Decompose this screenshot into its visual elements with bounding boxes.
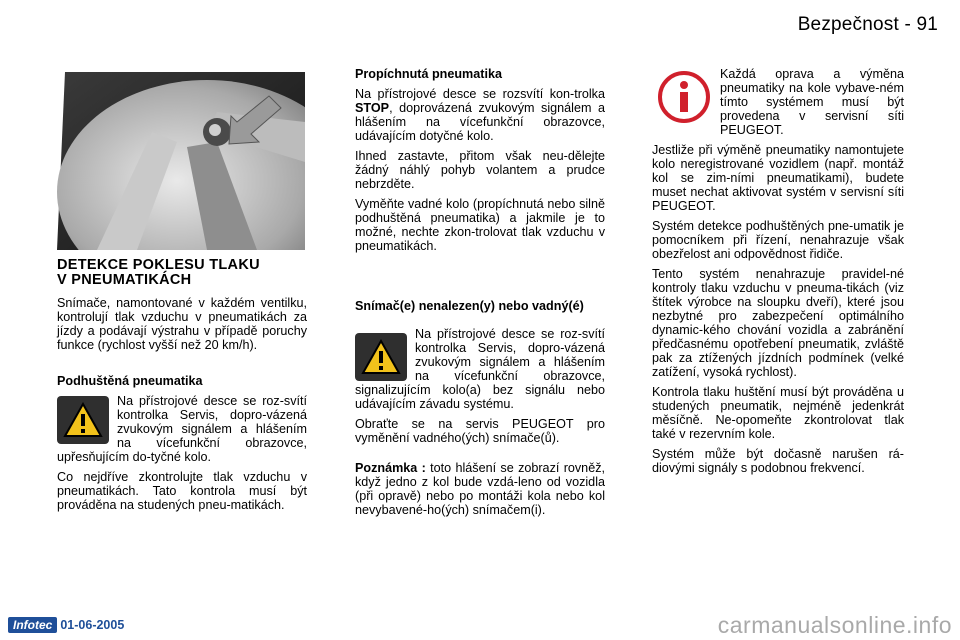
- check-text: Co nejdříve zkontrolujte tlak vzduchu v pneumatikách. Tato kontrola musí být prováděna na studených pneu-matikách.: [57, 470, 307, 512]
- tire-valve-photo: [57, 72, 305, 250]
- sensor-title: Snímač(e) nenalezen(y) nebo vadný(é): [355, 299, 584, 313]
- service-text: Obraťte se na servis PEUGEOT pro vyměnění vadného(ých) snímače(ů).: [355, 417, 605, 445]
- radio-text: Systém může být dočasně narušen rá-diovými signály s podobnou frekvencí.: [652, 447, 904, 475]
- intro-paragraph: Snímače, namontované v každém ventilku, kontrolují tlak vzduchu v pneumatikách za jízdy a podávají výstrahu v případě poruchy funkce (rychlost vyšší než 20 km/h).: [57, 296, 307, 352]
- stop-text: Ihned zastavte, přitom však neu-dělejte žádný náhlý pohyb volantem a prudce nebrzděte.: [355, 149, 605, 191]
- column-2: [355, 67, 605, 523]
- assist-text: Systém detekce podhuštěných pne-umatik je pomocníkem při řízení, nenahrazuje však obezřelost ani odpovědnost řidiče.: [652, 219, 904, 261]
- watermark: carmanualsonline.info: [717, 612, 952, 638]
- page-title: Bezpečnost - 91: [797, 14, 938, 35]
- infotec-logo: Infotec: [8, 617, 57, 633]
- info-icon: [658, 71, 710, 123]
- note-paragraph: [355, 461, 605, 517]
- section-title-line1: DETEKCE POKLESU TLAKU: [57, 257, 260, 273]
- column-3: [652, 67, 904, 481]
- footer-date: 01-06-2005: [60, 618, 125, 632]
- note-text: toto hlášení se zobrazí rovněž, když jedno z kol bude vzdá-leno od vozidla (při opravě) nebo po montáži kola nebo kol nevybavené-ho(ých) snímačem(i).: [355, 461, 605, 517]
- stop-word: STOP: [355, 101, 390, 115]
- unregistered-text: Jestliže při výměně pneumatiky namontujete kolo neregistrované vozidlem (např. montáž kol se zim-ními pneumatikami), budete muset nechat aktivovat systém v servisní síti PEUGEOT.: [652, 143, 904, 213]
- replace-text: Vyměňte vadné kolo (propíchnutá nebo silně podhuštěná pneumatika) a jakmile je to možné, nechte zkon-trolovat tlak vzduchu v pneumatikách.: [355, 197, 605, 253]
- sensor-text: Na přístrojové desce se roz-svítí kontrolka Servis, dopro-vázená zvukovým signálem a hlášením na vícefunkční obrazovce, signalizujícím kolo(a) bez signálu nebo udávajícím závadu systému.: [355, 327, 605, 411]
- replace-check-text: Tento systém nenahrazuje pravidel-né kontroly tlaku vzduchu v pneuma-tikách (viz štítek výrobce na sloupku dveří), které jsou nezbytné pro zabezpečení optimálního dynamic-kého chování vozidla a zabránění předčasnému opotřebení pneumatik, zvláště pak za ztížených jízdních podmínek (velké zatížení, vysoká rychlost).: [652, 267, 904, 379]
- info-text: Každá oprava a výměna pneumatiky na kole vybave-ném tímto systémem musí být provedena v servisní síti PEUGEOT.: [720, 67, 904, 137]
- under-inflated-title: Podhuštěná pneumatika: [57, 374, 203, 388]
- warning-triangle-icon: [57, 396, 109, 444]
- under-inflated-text: Na přístrojové desce se roz-svítí kontrolka Servis, dopro-vázená zvukovým signálem a hlášením na vícefunkční obrazovce, upřesňujícím do-tyčné kolo.: [57, 394, 307, 464]
- warning-triangle-icon-2: [355, 333, 407, 381]
- puncture-text-b: , doprovázená zvukovým signálem a hlášením na vícefunkční obrazovce, udávajícím dotyčné kolo.: [355, 101, 605, 143]
- puncture-title: Propíchnutá pneumatika: [355, 67, 502, 81]
- wheel-illustration: [57, 72, 305, 250]
- footer-badge: [8, 617, 124, 633]
- column-1: [57, 296, 307, 518]
- puncture-text-a: Na přístrojové desce se rozsvítí kon-trolka: [355, 87, 605, 101]
- section-title-line2: V PNEUMATIKÁCH: [57, 272, 192, 288]
- puncture-text: [355, 87, 605, 143]
- note-label: Poznámka :: [355, 461, 426, 475]
- monthly-text: Kontrola tlaku huštění musí být prováděna u studených pneumatik, nejméně jedenkrát měsíčně. Ne-opomeňte zkontrolovat tlak také v rezervním kole.: [652, 385, 904, 441]
- section-title: [57, 258, 307, 288]
